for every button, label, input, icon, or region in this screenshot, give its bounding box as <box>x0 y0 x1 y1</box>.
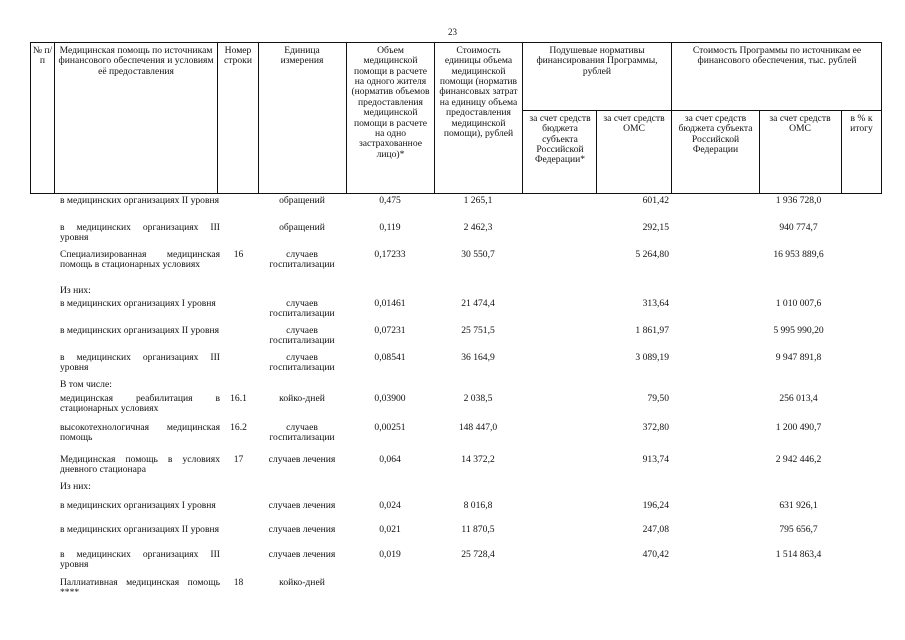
row-name: В том числе: <box>60 380 112 390</box>
col-divider <box>671 42 672 194</box>
row-oms-total: 1 514 863,4 <box>775 550 822 560</box>
table-row <box>30 353 882 379</box>
row-unit: случаев госпитализации <box>269 353 335 374</box>
row-cost: 1 265,1 <box>463 196 493 206</box>
row-oms-norm: 1 861,97 <box>635 326 669 336</box>
table-row <box>30 578 882 604</box>
table-header <box>30 42 882 194</box>
row-unit: койко-дней <box>279 394 325 404</box>
row-oms-total: 2 942 446,2 <box>775 455 822 465</box>
row-name: в медицинских организациях II уровня <box>60 196 220 206</box>
row-name: в медицинских организациях III уровня <box>60 550 220 571</box>
row-volume: 0,17233 <box>374 250 406 260</box>
table-row <box>30 455 882 481</box>
page-number: 23 <box>448 27 457 37</box>
row-volume: 0,03900 <box>374 394 406 404</box>
row-number: 18 <box>233 578 244 588</box>
row-number: 17 <box>233 455 244 465</box>
row-name: в медицинских организациях I уровня <box>60 299 216 309</box>
row-unit: случаев госпитализации <box>269 423 335 444</box>
row-oms-norm: 470,42 <box>642 550 669 560</box>
table-row <box>30 394 882 420</box>
row-cost: 36 164,9 <box>461 353 495 363</box>
row-name: Медицинская помощь в условиях дневного стационара <box>60 455 220 476</box>
header-top-rule <box>30 42 882 43</box>
table-row <box>30 286 882 298</box>
row-name: в медицинских организациях II уровня <box>60 525 220 535</box>
col-divider <box>841 110 842 194</box>
row-name: Паллиативная медицинская помощь **** <box>60 578 220 599</box>
row-unit: случаев госпитализации <box>269 299 335 320</box>
row-volume: 0,064 <box>379 455 401 465</box>
col-divider <box>346 42 347 194</box>
row-oms-norm: 79,50 <box>647 394 669 404</box>
col-divider <box>217 42 218 194</box>
col-divider <box>258 42 259 194</box>
row-volume: 0,07231 <box>374 326 406 336</box>
row-cost: 2 462,3 <box>463 223 493 233</box>
row-volume: 0,00251 <box>374 423 406 433</box>
row-oms-norm: 313,64 <box>642 299 669 309</box>
header-bottom-rule <box>30 193 882 194</box>
row-unit: случаев госпитализации <box>269 250 335 271</box>
row-volume: 0,021 <box>379 525 401 535</box>
table-row <box>30 482 882 494</box>
row-name: в медицинских организациях II уровня <box>60 326 220 336</box>
row-volume: 0,08541 <box>374 353 406 363</box>
header-group-norm: Подушевые нормативы финансирования Программы, рублей <box>536 46 658 77</box>
row-cost: 14 372,2 <box>461 455 495 465</box>
row-name: Из них: <box>60 286 91 296</box>
row-number: 16 <box>233 250 244 260</box>
row-oms-total: 795 656,7 <box>779 525 818 535</box>
row-unit: случаев лечения <box>268 550 336 560</box>
row-cost: 21 474,4 <box>461 299 495 309</box>
row-oms-norm: 913,74 <box>642 455 669 465</box>
header-norm-budget: за счет средств бюджета субъекта Российской Федерации* <box>529 114 591 166</box>
header-col-name: Медицинская помощь по источникам финансового обеспечения и условиям её предоставления <box>58 46 214 77</box>
table-row <box>30 250 882 286</box>
row-oms-total: 9 947 891,8 <box>775 353 822 363</box>
table-row <box>30 501 882 527</box>
table-row <box>30 380 882 392</box>
row-name: Специализированная медицинская помощь в стационарных условиях <box>60 250 220 271</box>
header-col-line: Номер строки <box>224 46 252 67</box>
table-row <box>30 223 882 249</box>
row-volume: 0,024 <box>379 501 401 511</box>
header-cost-oms: за счет средств ОМС <box>769 114 831 135</box>
row-name: медицинская реабилитация в стационарных условиях <box>60 394 220 415</box>
row-cost: 30 550,7 <box>461 250 495 260</box>
row-oms-norm: 372,80 <box>642 423 669 433</box>
table-row <box>30 550 882 576</box>
table-row <box>30 326 882 352</box>
row-unit: обращений <box>279 196 325 206</box>
table-row <box>30 423 882 449</box>
row-unit: обращений <box>279 223 325 233</box>
row-oms-total: 940 774,7 <box>779 223 818 233</box>
row-oms-total: 1 936 728,0 <box>775 196 822 206</box>
row-volume: 0,01461 <box>374 299 406 309</box>
header-group-cost: Стоимость Программы по источникам ее финансового обеспечения, тыс. рублей <box>692 46 862 67</box>
row-name: Из них: <box>60 482 91 492</box>
col-divider <box>759 110 760 194</box>
row-name: в медицинских организациях III уровня <box>60 223 220 244</box>
row-cost: 148 447,0 <box>458 423 498 433</box>
table-row <box>30 299 882 325</box>
header-sub-rule <box>522 110 882 111</box>
row-oms-norm: 601,42 <box>642 196 669 206</box>
header-col-unit: Единица измерения <box>280 46 324 67</box>
row-unit: случаев лечения <box>268 501 336 511</box>
header-norm-oms: за счет средств ОМС <box>603 114 665 135</box>
row-oms-norm: 196,24 <box>642 501 669 511</box>
row-cost: 11 870,5 <box>461 525 495 535</box>
row-oms-norm: 247,08 <box>642 525 669 535</box>
header-col-cost: Стоимость единицы объема медицинской помощи (норматив финансовых затрат на единицу объема предоставления медицинской помощи), рублей <box>439 46 518 139</box>
row-oms-total: 256 013,4 <box>779 394 818 404</box>
header-col-volume: Объем медицинской помощи в расчете на одного жителя (норматив объемов предоставления медицинской помощи в расчете на одно застрахованное лицо)* <box>351 46 430 160</box>
header-cost-pct: в % к итогу <box>850 114 873 135</box>
row-name: высокотехнологичная медицинская помощь <box>60 423 220 444</box>
row-name: в медицинских организациях III уровня <box>60 353 220 374</box>
row-oms-total: 631 926,1 <box>779 501 818 511</box>
row-name: в медицинских организациях I уровня <box>60 501 216 511</box>
row-number: 16.2 <box>230 423 247 433</box>
row-volume: 0,475 <box>379 196 401 206</box>
row-cost: 8 016,8 <box>463 501 493 511</box>
col-divider <box>54 42 55 194</box>
row-unit: случаев лечения <box>268 525 336 535</box>
row-cost: 2 038,5 <box>463 394 493 404</box>
col-divider <box>30 42 31 194</box>
row-oms-norm: 292,15 <box>642 223 669 233</box>
row-volume: 0,019 <box>379 550 401 560</box>
row-oms-total: 1 200 490,7 <box>775 423 822 433</box>
row-cost: 25 728,4 <box>461 550 495 560</box>
header-cost-budget: за счет средств бюджета субъекта Российской Федерации <box>678 114 753 156</box>
col-divider <box>434 42 435 194</box>
col-divider <box>522 42 523 194</box>
table-row <box>30 196 882 222</box>
row-unit: случаев госпитализации <box>269 326 335 347</box>
row-oms-total: 16 953 889,6 <box>773 250 824 260</box>
row-volume: 0,119 <box>379 223 401 233</box>
header-col-num: № п/п <box>32 46 53 67</box>
col-divider <box>881 42 882 194</box>
row-unit: случаев лечения <box>268 455 336 465</box>
row-oms-total: 1 010 007,6 <box>775 299 822 309</box>
row-oms-norm: 5 264,80 <box>635 250 669 260</box>
row-oms-total: 5 995 990,20 <box>773 326 824 336</box>
row-number: 16.1 <box>230 394 247 404</box>
row-cost: 25 751,5 <box>461 326 495 336</box>
row-oms-norm: 3 089,19 <box>635 353 669 363</box>
row-unit: койко-дней <box>279 578 325 588</box>
col-divider <box>596 110 597 194</box>
table-row <box>30 525 882 551</box>
